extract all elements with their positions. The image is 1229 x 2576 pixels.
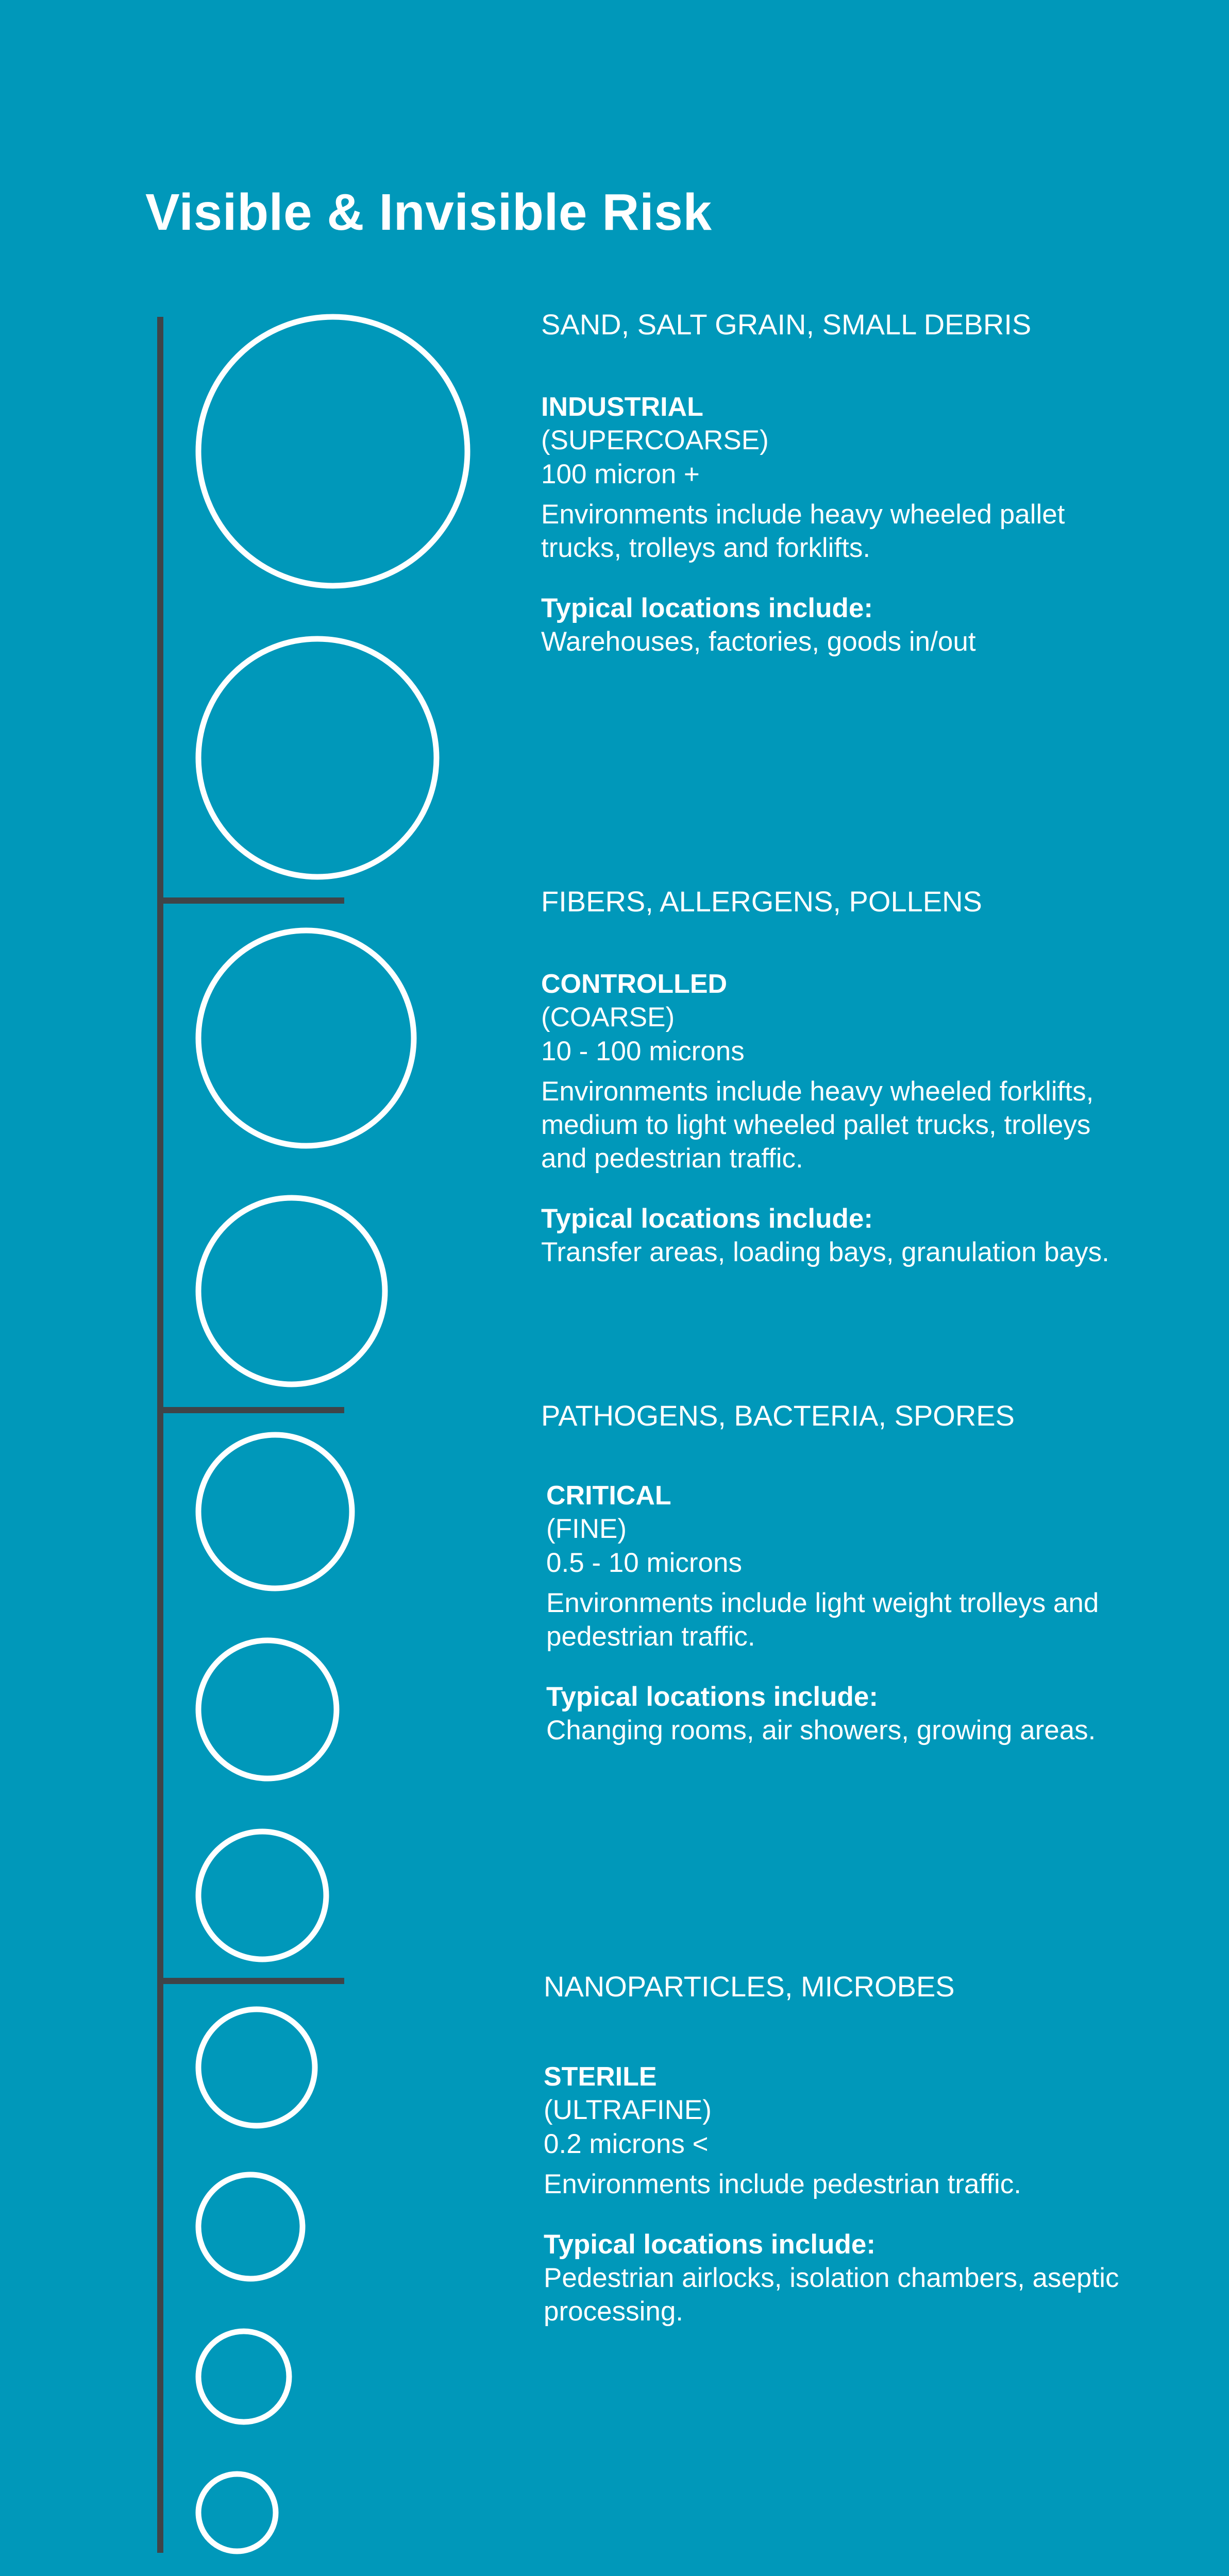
tier-name: INDUSTRIAL xyxy=(541,392,703,422)
tier-particles: FIBERS, ALLERGENS, POLLENS xyxy=(541,885,982,918)
tier-locations-heading: Typical locations include: xyxy=(541,1204,873,1234)
tier-name: CONTROLLED xyxy=(541,969,728,999)
tier-critical xyxy=(541,1398,1123,1747)
tier-locations: Pedestrian airlocks, isolation chambers, aseptic processing. xyxy=(544,2263,1119,2327)
tier-size: 10 - 100 microns xyxy=(541,1036,745,1067)
particle-circle-3 xyxy=(198,930,414,1146)
tier-locations-heading: Typical locations include: xyxy=(546,1682,878,1713)
tier-controlled xyxy=(541,884,1123,1269)
tier-grade: (COARSE) xyxy=(541,1002,675,1033)
particle-circle-2 xyxy=(198,639,436,877)
tier-locations-heading: Typical locations include: xyxy=(544,2229,876,2260)
tier-environment: Environments include pedestrian traffic. xyxy=(544,2169,1022,2200)
particle-circle-4 xyxy=(198,1198,385,1384)
tier-environment: Environments include light weight trolleys and pedestrian traffic. xyxy=(546,1588,1099,1652)
tier-grade: (ULTRAFINE) xyxy=(544,2095,712,2126)
particle-circle-1 xyxy=(198,317,467,586)
tier-size: 0.2 microns < xyxy=(544,2129,709,2160)
particle-circle-8 xyxy=(198,2009,315,2126)
page-title: Visible & Invisible Risk xyxy=(145,183,712,241)
scale-lines xyxy=(157,317,344,2553)
tier-locations: Changing rooms, air showers, growing areas. xyxy=(546,1715,1096,1746)
particle-circle-7 xyxy=(198,1832,326,1959)
tier-sterile xyxy=(544,1969,1126,2328)
tier-locations: Transfer areas, loading bays, granulation bays. xyxy=(541,1237,1109,1268)
tier-industrial xyxy=(541,307,1123,658)
tier-locations-heading: Typical locations include: xyxy=(541,593,873,624)
particle-circle-9 xyxy=(198,2175,302,2279)
particle-circle-10 xyxy=(198,2331,289,2422)
tier-particles: SAND, SALT GRAIN, SMALL DEBRIS xyxy=(541,308,1032,341)
tier-grade: (SUPERCOARSE) xyxy=(541,425,769,456)
particle-circle-5 xyxy=(198,1435,352,1588)
tier-name: STERILE xyxy=(544,2062,657,2092)
tier-environment: Environments include heavy wheeled forklifts, medium to light wheeled pallet trucks, trolleys and pedestrian traffic. xyxy=(541,1076,1094,1174)
tier-name: CRITICAL xyxy=(546,1481,671,1511)
tier-size: 100 micron + xyxy=(541,459,700,490)
tier-particles: NANOPARTICLES, MICROBES xyxy=(544,1970,955,2003)
tier-grade: (FINE) xyxy=(546,1514,627,1545)
tier-environment: Environments include heavy wheeled pallet trucks, trolleys and forklifts. xyxy=(541,499,1065,564)
particle-circles xyxy=(198,317,467,2551)
tier-size: 0.5 - 10 microns xyxy=(546,1548,742,1579)
particle-circle-11 xyxy=(198,2474,276,2551)
particle-circle-6 xyxy=(198,1640,336,1778)
tier-particles: PATHOGENS, BACTERIA, SPORES xyxy=(541,1399,1015,1432)
tier-locations: Warehouses, factories, goods in/out xyxy=(541,626,976,657)
